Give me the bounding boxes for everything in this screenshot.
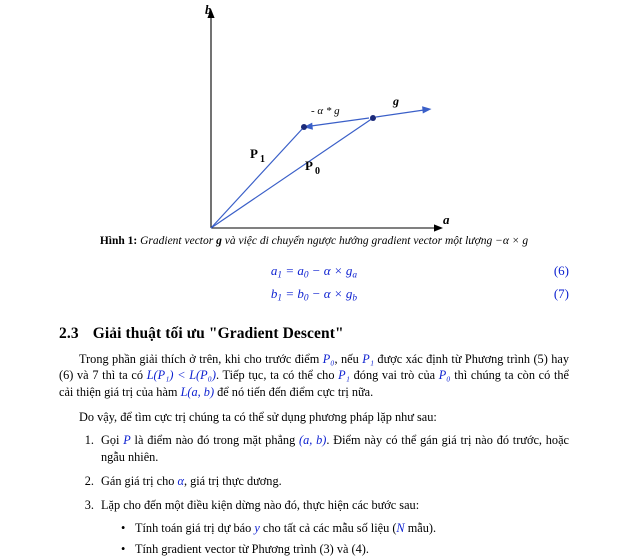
label-p1-sub: 1 (260, 154, 265, 165)
p1-blue6: L(a, b) (180, 384, 215, 399)
caption-label: Hình 1: (99, 235, 138, 247)
equation-7-body: $b_1 = b_0 - \alpha \times g_b$ (270, 286, 358, 304)
p1-part4: . Tiếp tục, ta có thể cho (216, 368, 339, 383)
equation-block (59, 260, 569, 307)
p1-part1: Trong phần giải thích ở trên, khi cho trước điểm (79, 351, 323, 366)
arrow-minus-alpha-g (311, 118, 369, 126)
point-p1-dot (301, 124, 307, 130)
section-number: 2.3 (59, 324, 79, 342)
label-p1: P (250, 146, 258, 161)
label-p0-sub: 0 (315, 166, 320, 177)
x-axis-arrowhead (434, 224, 443, 231)
list-item (121, 541, 569, 558)
step2-part2: , giá trị thực dương. (183, 474, 282, 489)
equation-6-body: $a_1 = a_0 - \alpha \times g_a$ (270, 262, 358, 281)
list-item (97, 497, 569, 558)
equation-7 (59, 283, 569, 307)
label-g: g (393, 94, 399, 108)
list-item (97, 432, 569, 466)
figure-caption (59, 232, 569, 250)
equation-6 (59, 260, 569, 284)
p1-blue1: P₀ (322, 351, 335, 366)
section-heading (59, 325, 569, 343)
list-item (97, 473, 569, 490)
substeps-list (101, 520, 569, 558)
substep1-blue1: y (254, 520, 260, 535)
step1-part1: Gọi (101, 433, 124, 448)
axis-label-a: a (443, 212, 450, 227)
p1-blue2: P₁ (362, 351, 374, 366)
equation-6-number: (6) (553, 262, 569, 278)
caption-text-a: Gradient vector (140, 235, 214, 247)
p1-part3: được xác định từ Phương trình (5) hay (6) và 7 thì ta có (59, 351, 569, 383)
paragraph-2: Do vậy, để tìm cực trị chúng ta có thể sử dụng phương pháp lặp như sau: (79, 409, 437, 424)
paragraph-1 (59, 351, 569, 401)
equation-7-number: (7) (553, 286, 569, 302)
caption-text-b: và việc di chuyển ngược hướng gradient vector một lượng (224, 235, 493, 247)
step2-part1: Gán giá trị cho (101, 474, 178, 489)
step2-blue1: α (177, 474, 184, 489)
figure-canvas (0, 0, 628, 232)
substep1-part2: cho tất cả các mẫu số liệu ( (259, 520, 397, 535)
point-p0-dot (370, 115, 376, 121)
ray-to-p0 (211, 118, 373, 228)
ray-to-p1 (211, 127, 304, 228)
step1-blue2: (a, b) (299, 433, 327, 448)
p1-part5: đóng vai trò của (349, 368, 439, 383)
substep2-part1: Tính gradient vector từ Phương trình (3) và (4). (135, 541, 369, 556)
substep1-blue2: N (396, 520, 405, 535)
arrow-g (376, 110, 424, 117)
p1-part7: để nó tiến đến điểm cực trị nữa. (214, 384, 374, 399)
caption-formula: −α × g (495, 235, 529, 247)
p1-blue3: L(P₁) < L(P₀) (146, 368, 217, 383)
step1-part3: . Điểm này có thể gán giá trị nào đó trước, hoặc ngẫu nhiên. (101, 433, 569, 465)
steps-list (59, 432, 569, 558)
figure-gradient-vector (0, 0, 628, 232)
substep1-part3: mẫu). (404, 520, 437, 535)
arrow-g-head (422, 106, 431, 113)
list-item (121, 520, 569, 537)
label-minus-alpha-g: - α * g (311, 105, 340, 117)
caption-bold-g: g (216, 235, 222, 247)
step1-part2: là điểm nào đó trong mặt phẳng (130, 433, 300, 448)
substep1-part1: Tính toán giá trị dự báo (135, 520, 255, 535)
section-title: Giải thuật tối ưu "Gradient Descent" (92, 324, 344, 342)
label-p0: P (305, 158, 313, 173)
axis-label-b: b (205, 2, 212, 17)
step1-blue1: P (123, 433, 131, 448)
p1-part2: , nếu (334, 351, 363, 366)
p1-part6: thì chúng ta còn có thể cải thiện giá trị của hàm (59, 368, 569, 399)
step3-part1: Lặp cho đến một điều kiện dừng nào đó, thực hiện các bước sau: (101, 498, 420, 513)
p1-blue5: P₀ (438, 368, 451, 383)
p1-blue4: P₁ (338, 368, 350, 383)
